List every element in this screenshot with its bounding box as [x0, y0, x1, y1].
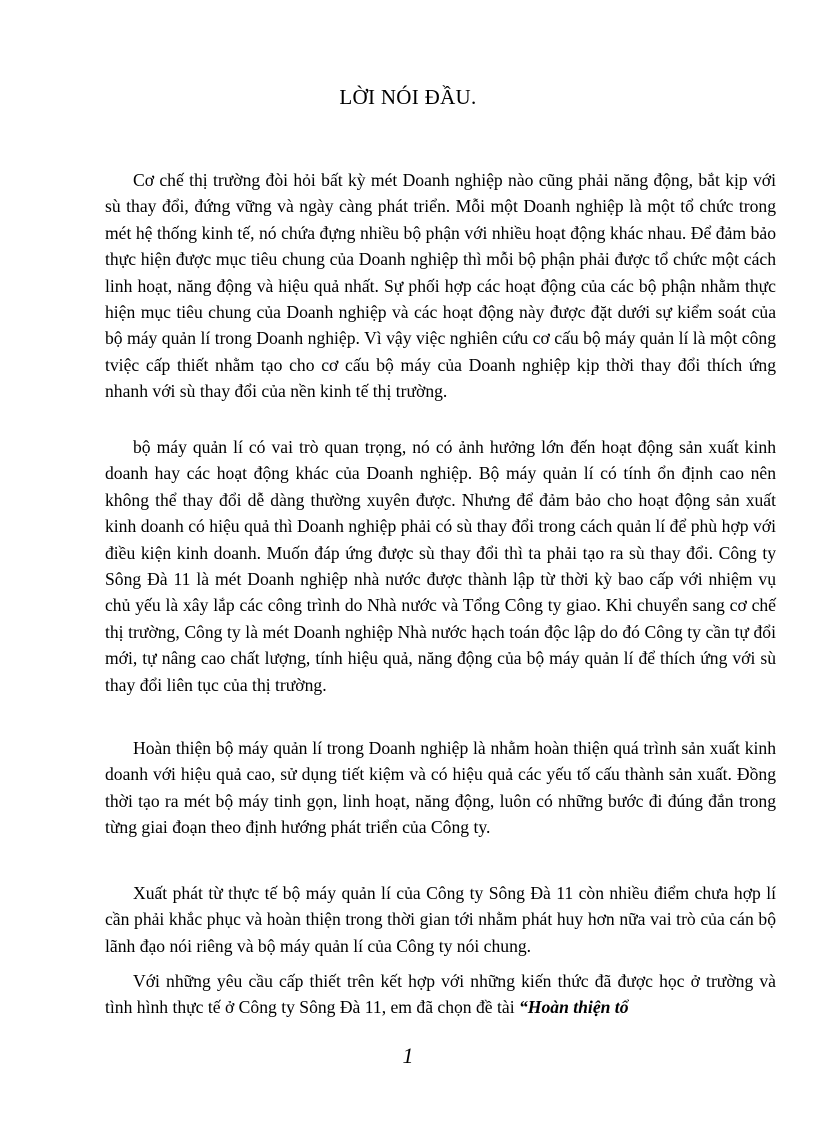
paragraph-4-text: Xuất phát từ thực tế bộ máy quản lí của Công ty Sông Đà 11 còn nhiều điểm chưa hợp lí cần phải khắc phục và hoàn thiện trong thời gian tới nhằm phát huy hơn nữa vai trò của cán bộ lãnh đạo nói riêng và bộ máy quản lí của Công ty nói chung.	[105, 883, 776, 956]
paragraph-1-text: Cơ chế thị trường đòi hỏi bất kỳ mét Doanh nghiệp nào cũng phải năng động, bắt kịp với sù thay đổi, đứng vững và ngày càng phát triển. Mỗi một Doanh nghiệp là một tổ chức trong mét hệ thống kinh tế, nó chứa đựng nhiều bộ phận với nhiều hoạt động khác nhau. Để đảm bảo thực hiện được mục tiêu chung của Doanh nghiệp thì mỗi bộ phận phải được tổ chức một cách linh hoạt, năng động và hiệu quả nhất. Sự phối hợp các hoạt động của các bộ phận nhằm thực hiện mục tiêu chung của Doanh nghiệp và các hoạt động này được đặt dưới sự kiểm soát của bộ máy quản lí trong Doanh nghiệp. Vì vậy việc nghiên cứu cơ cấu bộ máy quản lí là một công tviệc cấp thiết nhằm tạo cho cơ cấu bộ máy của Doanh nghiệp kịp thời thay đổi thích ứng nhanh với sù thay đổi của nền kinh tế thị trường.	[105, 170, 776, 402]
paragraph-3-text: Hoàn thiện bộ máy quản lí trong Doanh nghiệp là nhằm hoàn thiện quá trình sản xuất kinh doanh với hiệu quả cao, sử dụng tiết kiệm và có hiệu quả các yếu tố cấu thành sản xuất. Đồng thời tạo ra mét bộ máy tinh gọn, linh hoạt, năng động, luôn có những bước đi đúng đắn trong từng giai đoạn theo định hướng phát triển của Công ty.	[105, 738, 776, 838]
paragraph-4	[105, 880, 776, 959]
page-title: LỜI NÓI ĐẦU.	[339, 85, 477, 109]
page-number: 1	[402, 1043, 414, 1068]
paragraph-5-text: Với những yêu cầu cấp thiết trên kết hợp với những kiến thức đã được học ở trường và tình hình thực tế ở Công ty Sông Đà 11, em đã chọn đề tài	[105, 971, 776, 1018]
paragraph-1	[105, 167, 776, 405]
paragraph-3	[105, 735, 776, 841]
paragraph-2-text: bộ máy quản lí có vai trò quan trọng, nó có ảnh hưởng lớn đến hoạt động sản xuất kinh doanh hay các hoạt động khác của Doanh nghiệp. Bộ máy quản lí có tính ổn định cao nên không thể thay đổi dễ dàng thường xuyên được. Nhưng để đảm bảo cho hoạt động sản xuất kinh doanh có hiệu quả thì Doanh nghiệp phải có sù thay đổi trong cách quản lí để phù hợp với điều kiện kinh doanh. Muốn đáp ứng được sù thay đổi thì ta phải tạo ra sù thay đổi. Công ty Sông Đà 11 là mét Doanh nghiệp nhà nước được thành lập từ thời kỳ bao cấp với nhiệm vụ chủ yếu là xây lắp các công trình do Nhà nước và Tổng Công ty giao. Khi chuyển sang cơ chế thị trường, Công ty là mét Doanh nghiệp Nhà nước hạch toán độc lập do đó Công ty cần tự đổi mới, tự nâng cao chất lượng, tính hiệu quả, năng động của bộ máy quản lí để thích ứng với sù thay đổi liên tục của thị trường.	[105, 437, 776, 695]
paragraph-5	[105, 968, 776, 1021]
topic-title-fragment: “Hoàn thiện tổ	[519, 997, 629, 1018]
paragraph-2	[105, 434, 776, 698]
